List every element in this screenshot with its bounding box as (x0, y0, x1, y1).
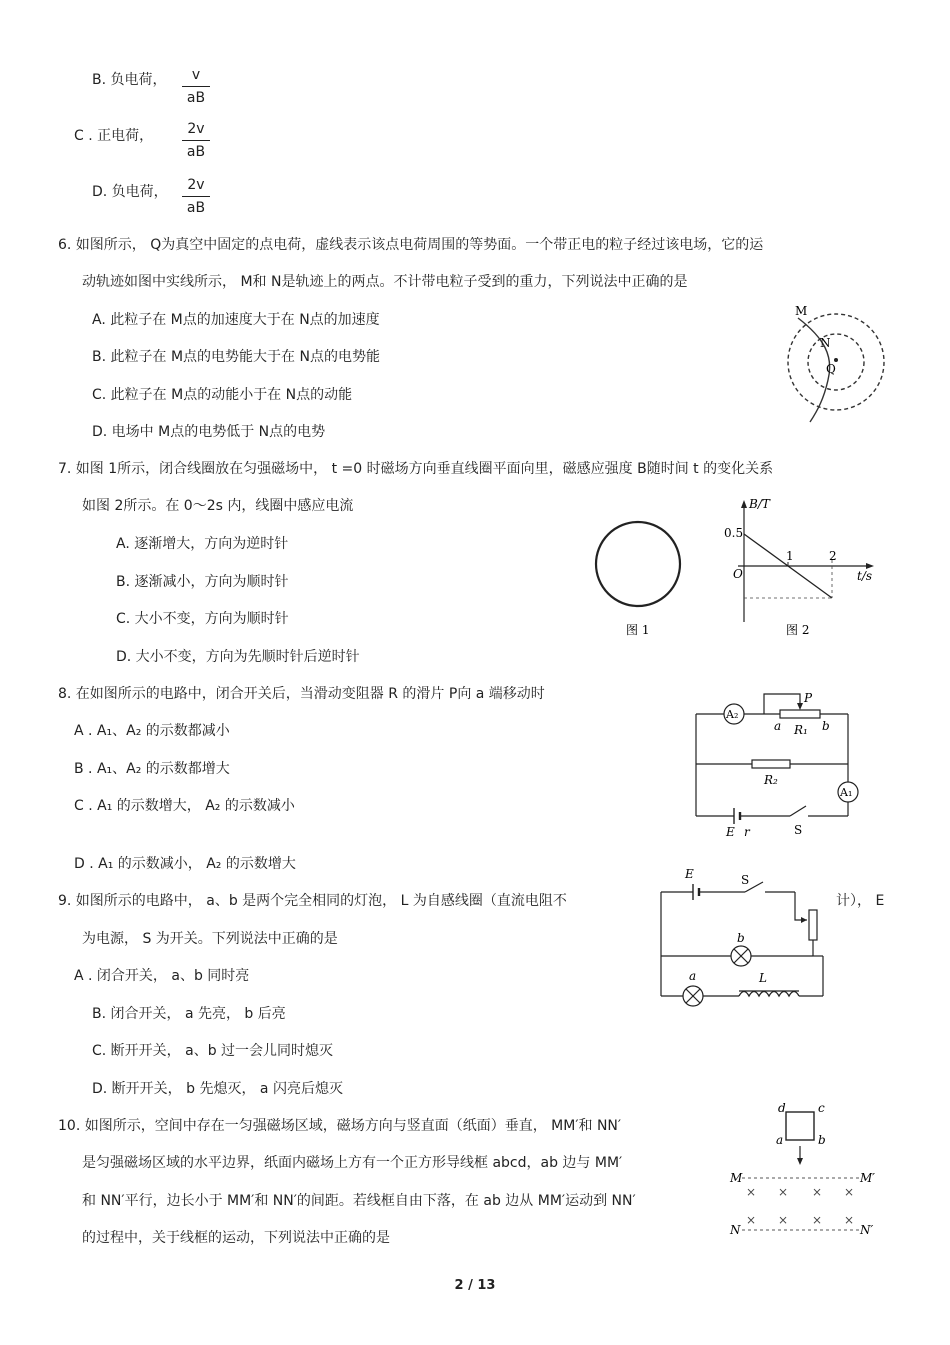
q9-option-a: A . 闭合开关， a、b 同时亮 (74, 968, 250, 984)
label-a2: A₂ (726, 708, 739, 721)
label-m-prime: M′ (860, 1171, 876, 1185)
label-m: M (795, 304, 808, 318)
q9-option-b: B. 闭合开关， a 先亮， b 后亮 (92, 1006, 286, 1022)
field-cross: × (844, 1213, 855, 1227)
q6-option-b: B. 此粒子在 M点的电势能大于在 N点的电势能 (92, 349, 380, 365)
field-cross: × (812, 1185, 823, 1199)
option-label: B. 负电荷， (92, 72, 167, 88)
label-q: Q (826, 362, 836, 376)
label-s: S (741, 873, 750, 887)
q10-stem-line2: 是匀强磁场区域的水平边界，纸面内磁场上方有一个正方形导线框 abcd，ab 边与 MM′ (82, 1155, 623, 1171)
label-n: N (820, 336, 831, 350)
label-p: P (804, 691, 813, 705)
label-e: E (685, 867, 694, 881)
label-a: a (774, 719, 782, 733)
q10-stem-line1: 10. 如图所示，空间中存在一匀强磁场区域，磁场方向与竖直面（纸面）垂直， MM′和 NN′ (58, 1118, 622, 1134)
q9-stem-line2: 为电源， S 为开关。下列说法中正确的是 (82, 931, 338, 947)
square-frame-abcd (786, 1112, 814, 1140)
label-r2: R₂ (764, 773, 778, 787)
rheostat-r1 (780, 710, 820, 718)
fraction-numerator: 2v (187, 121, 205, 137)
field-cross: × (778, 1185, 789, 1199)
label-r1: R₁ (794, 723, 808, 737)
label-b: b (822, 719, 830, 733)
q8-option-c: C . A₁ 的示数增大， A₂ 的示数减小 (74, 798, 295, 814)
x-axis-label: t/s (857, 569, 873, 583)
label-a: a (689, 969, 697, 983)
fraction-denominator: aB (186, 144, 206, 160)
q7-figure-1 (590, 518, 690, 640)
fraction-denominator: aB (186, 90, 206, 106)
q6-option-d: D. 电场中 M点的电势低于 N点的电势 (92, 424, 326, 440)
q6-option-c: C. 此粒子在 M点的动能小于在 N点的动能 (92, 387, 353, 403)
figure-caption: 图 1 (626, 623, 650, 637)
q7-stem-line1: 7. 如图 1所示，闭合线圈放在匀强磁场中， t =0 时磁场方向垂直线圈平面向里，磁感应强度 B随时间 t 的变化关系 (58, 461, 774, 477)
q9-circuit-figure (655, 862, 830, 1008)
slider-p-arrow (797, 703, 803, 710)
origin-label: O (733, 567, 743, 581)
q7-option-c: C. 大小不变，方向为顺时针 (116, 611, 289, 627)
q8-circuit-figure (690, 688, 868, 840)
fraction (178, 66, 214, 107)
switch-s (790, 806, 806, 816)
label-a1: A₁ (840, 786, 853, 799)
figure-caption: 图 2 (786, 623, 810, 637)
q9-option-c: C. 断开开关， a、b 过一会儿同时熄灭 (92, 1043, 334, 1059)
q6-stem-line2: 动轨迹如图中实线所示， M和 N是轨迹上的两点。不计带电粒子受到的重力，下列说法中正确的是 (82, 274, 688, 290)
q7-stem-line2: 如图 2所示。在 0～2s 内，线圈中感应电流 (82, 498, 354, 514)
fraction-numerator: 2v (187, 177, 205, 193)
q7-option-a: A. 逐渐增大，方向为逆时针 (116, 536, 289, 552)
y-tick-label: 0.5 (724, 526, 744, 540)
q8-option-a: A . A₁、A₂ 的示数都减小 (74, 723, 230, 739)
label-b: b (737, 931, 745, 945)
rheostat-arrow (801, 917, 807, 923)
q9-option-d: D. 断开开关， b 先熄灭， a 闪亮后熄灭 (92, 1081, 343, 1097)
field-cross: × (778, 1213, 789, 1227)
fall-arrow-head (797, 1158, 803, 1165)
q6-stem-line1: 6. 如图所示， Q为真空中固定的点电荷，虚线表示该点电荷周围的等势面。一个带正电的粒子经过该电场，它的运 (58, 237, 764, 253)
label-c: c (818, 1101, 825, 1115)
fraction (178, 120, 214, 161)
q8-option-d: D . A₁ 的示数减小， A₂ 的示数增大 (74, 856, 296, 872)
label-r: r (744, 825, 750, 839)
particle-trajectory (798, 318, 830, 422)
q10-stem-line4: 的过程中，关于线框的运动，下列说法中正确的是 (82, 1230, 390, 1246)
option-label: D. 负电荷， (92, 184, 168, 200)
fraction-numerator: v (191, 67, 201, 83)
y-axis-label: B/T (749, 497, 770, 511)
q8-option-b: B . A₁、A₂ 的示数都增大 (74, 761, 230, 777)
resistor-r2 (752, 760, 790, 768)
label-m: M (730, 1171, 743, 1185)
q7-option-d: D. 大小不变，方向为先顺时针后逆时针 (116, 649, 360, 665)
inductor-coil (739, 992, 799, 997)
rheostat (809, 910, 817, 940)
label-d: d (778, 1101, 786, 1115)
label-n-prime: N′ (860, 1223, 874, 1237)
q8-stem: 8. 在如图所示的电路中，闭合开关后，当滑动变阻器 R 的滑片 P向 a 端移动时 (58, 686, 545, 702)
y-axis-arrow (741, 500, 747, 508)
q7-figure-2-graph (720, 494, 880, 640)
q6-equipotential-figure (780, 298, 890, 428)
label-a: a (776, 1133, 784, 1147)
q7-option-b: B. 逐渐减小，方向为顺时针 (116, 574, 289, 590)
fraction (178, 176, 214, 217)
page-number: 2 / 13 (454, 1278, 496, 1293)
coil-loop (596, 522, 680, 606)
option-label: C . 正电荷， (74, 128, 154, 144)
field-cross: × (812, 1213, 823, 1227)
label-e: E (726, 825, 735, 839)
label-b: b (818, 1133, 826, 1147)
label-s: S (794, 823, 803, 837)
q10-magnetic-field-figure (728, 1100, 884, 1242)
x-tick-label-1: 1 (786, 549, 794, 563)
label-n: N (730, 1223, 741, 1237)
q6-option-a: A. 此粒子在 M点的加速度大于在 N点的加速度 (92, 312, 380, 328)
q9-stem-line1-end: 计）， E (836, 893, 885, 909)
field-cross: × (746, 1185, 757, 1199)
field-cross: × (844, 1185, 855, 1199)
fraction-denominator: aB (186, 200, 206, 216)
field-crosses (746, 1185, 854, 1227)
label-l: L (759, 971, 767, 985)
x-tick-label-2: 2 (829, 549, 837, 563)
q9-stem-line1: 9. 如图所示的电路中， a、b 是两个完全相同的灯泡， L 为自感线圈（直流电阻不 (58, 893, 567, 909)
q10-stem-line3: 和 NN′平行，边长小于 MM′和 NN′的间距。若线框自由下落，在 ab 边从 MM′运动到 NN′ (82, 1193, 636, 1209)
field-cross: × (746, 1213, 757, 1227)
